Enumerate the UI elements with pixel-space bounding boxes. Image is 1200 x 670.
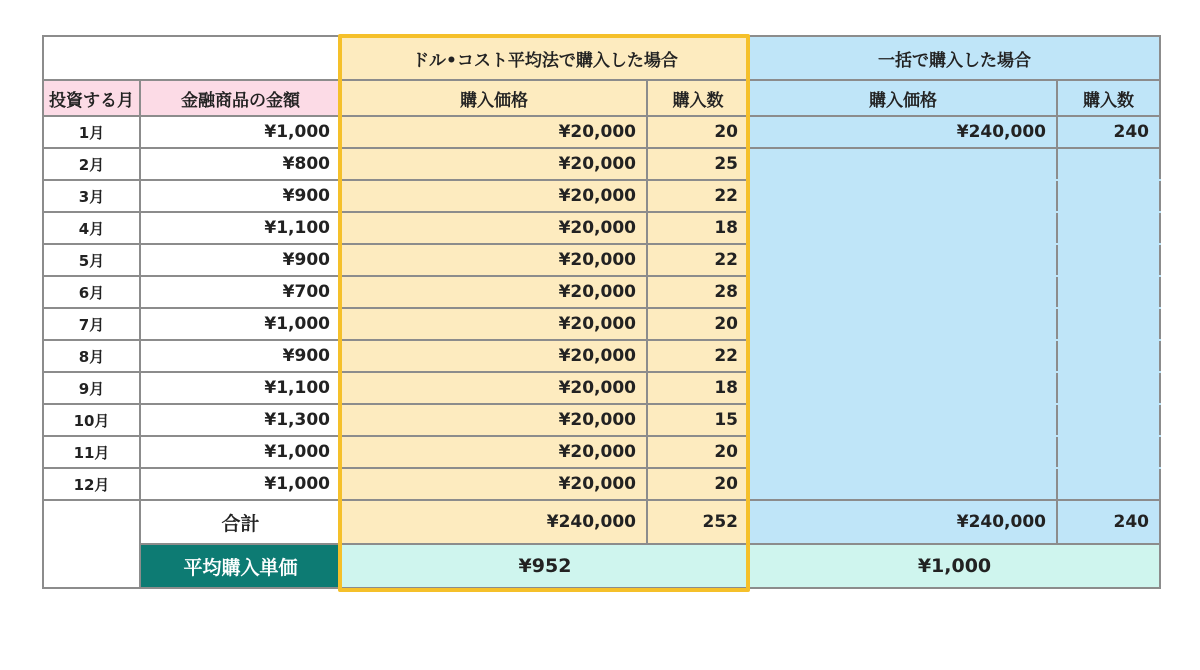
- dca-quantity-cell: 15: [647, 404, 749, 436]
- dca-price-cell: ¥20,000: [341, 148, 647, 180]
- dca-price-cell: ¥20,000: [341, 436, 647, 468]
- amount-cell: ¥1,000: [140, 468, 341, 500]
- total-lump-price: ¥240,000: [749, 500, 1057, 544]
- dca-quantity-cell: 20: [647, 308, 749, 340]
- table-row: [43, 436, 1160, 468]
- table-row: [43, 404, 1160, 436]
- dca-price-cell: ¥20,000: [341, 276, 647, 308]
- lump-price-empty-cell: [749, 372, 1057, 404]
- total-dca-price: ¥240,000: [341, 500, 647, 544]
- month-cell: 4月: [43, 212, 140, 244]
- amount-cell: ¥900: [140, 180, 341, 212]
- amount-cell: ¥700: [140, 276, 341, 308]
- table-row: [43, 468, 1160, 500]
- lump-quantity-cell: 240: [1057, 116, 1160, 148]
- month-cell: 11月: [43, 436, 140, 468]
- lump-quantity-empty-cell: [1057, 212, 1160, 244]
- lump-quantity-empty-cell: [1057, 436, 1160, 468]
- amount-cell: ¥900: [140, 244, 341, 276]
- total-row: [43, 500, 1160, 544]
- lump-sum-header: 一括で購入した場合: [749, 36, 1160, 80]
- dca-price-cell: ¥20,000: [341, 340, 647, 372]
- dca-quantity-cell: 20: [647, 436, 749, 468]
- dca-quantity-cell: 22: [647, 244, 749, 276]
- lump-price-empty-cell: [749, 276, 1057, 308]
- lump-quantity-empty-cell: [1057, 372, 1160, 404]
- dca-quantity-cell: 20: [647, 116, 749, 148]
- lump-price-empty-cell: [749, 404, 1057, 436]
- top-left-empty-cell: [43, 36, 341, 80]
- lump-price-cell: ¥240,000: [749, 116, 1057, 148]
- dca-quantity-column-header: 購入数: [647, 80, 749, 116]
- lump-price-empty-cell: [749, 308, 1057, 340]
- amount-cell: ¥900: [140, 340, 341, 372]
- month-cell: 6月: [43, 276, 140, 308]
- lump-price-column-header: 購入価格: [749, 80, 1057, 116]
- table-row: [43, 340, 1160, 372]
- month-cell: 8月: [43, 340, 140, 372]
- dca-price-cell: ¥20,000: [341, 372, 647, 404]
- dca-price-cell: ¥20,000: [341, 244, 647, 276]
- table-row: [43, 372, 1160, 404]
- lump-quantity-empty-cell: [1057, 340, 1160, 372]
- amount-column-header: 金融商品の金額: [140, 80, 341, 116]
- month-cell: 7月: [43, 308, 140, 340]
- dca-price-cell: ¥20,000: [341, 404, 647, 436]
- dca-price-cell: ¥20,000: [341, 308, 647, 340]
- amount-cell: ¥1,100: [140, 372, 341, 404]
- lump-quantity-empty-cell: [1057, 244, 1160, 276]
- month-cell: 2月: [43, 148, 140, 180]
- lump-quantity-empty-cell: [1057, 180, 1160, 212]
- month-cell: 1月: [43, 116, 140, 148]
- lump-quantity-empty-cell: [1057, 148, 1160, 180]
- month-cell: 12月: [43, 468, 140, 500]
- month-column-header: 投資する月: [43, 80, 140, 116]
- total-label: 合計: [140, 500, 341, 544]
- lump-price-empty-cell: [749, 340, 1057, 372]
- month-cell: 9月: [43, 372, 140, 404]
- lump-price-empty-cell: [749, 180, 1057, 212]
- table-row: [43, 116, 1160, 148]
- total-dca-quantity: 252: [647, 500, 749, 544]
- dca-quantity-cell: 20: [647, 468, 749, 500]
- table-row: [43, 276, 1160, 308]
- average-price-label: 平均購入単価: [140, 544, 341, 588]
- dca-quantity-cell: 18: [647, 372, 749, 404]
- average-lump-value: ¥1,000: [749, 544, 1160, 588]
- dca-price-cell: ¥20,000: [341, 468, 647, 500]
- amount-cell: ¥1,300: [140, 404, 341, 436]
- lump-price-empty-cell: [749, 436, 1057, 468]
- dca-price-cell: ¥20,000: [341, 212, 647, 244]
- lump-quantity-empty-cell: [1057, 276, 1160, 308]
- lump-quantity-empty-cell: [1057, 308, 1160, 340]
- amount-cell: ¥1,000: [140, 308, 341, 340]
- dca-price-cell: ¥20,000: [341, 116, 647, 148]
- average-dca-value: ¥952: [341, 544, 749, 588]
- amount-cell: ¥1,000: [140, 436, 341, 468]
- amount-cell: ¥1,100: [140, 212, 341, 244]
- lump-price-empty-cell: [749, 468, 1057, 500]
- table-row: [43, 148, 1160, 180]
- table-row: [43, 308, 1160, 340]
- lump-quantity-empty-cell: [1057, 404, 1160, 436]
- dca-quantity-cell: 22: [647, 180, 749, 212]
- table-row: [43, 244, 1160, 276]
- dca-quantity-cell: 28: [647, 276, 749, 308]
- dca-comparison-table: [42, 35, 1161, 589]
- lump-quantity-column-header: 購入数: [1057, 80, 1160, 116]
- lump-price-empty-cell: [749, 148, 1057, 180]
- month-cell: 3月: [43, 180, 140, 212]
- dca-quantity-cell: 22: [647, 340, 749, 372]
- average-row: [43, 544, 1160, 588]
- empty-corner-cell: [43, 500, 140, 588]
- lump-quantity-empty-cell: [1057, 468, 1160, 500]
- lump-price-empty-cell: [749, 244, 1057, 276]
- dca-header: ドル•コスト平均法で購入した場合: [341, 36, 749, 80]
- table-row: [43, 180, 1160, 212]
- amount-cell: ¥800: [140, 148, 341, 180]
- amount-cell: ¥1,000: [140, 116, 341, 148]
- dca-quantity-cell: 18: [647, 212, 749, 244]
- month-cell: 5月: [43, 244, 140, 276]
- dca-price-column-header: 購入価格: [341, 80, 647, 116]
- total-lump-quantity: 240: [1057, 500, 1160, 544]
- table-row: [43, 212, 1160, 244]
- month-cell: 10月: [43, 404, 140, 436]
- dca-price-cell: ¥20,000: [341, 180, 647, 212]
- lump-price-empty-cell: [749, 212, 1057, 244]
- dca-quantity-cell: 25: [647, 148, 749, 180]
